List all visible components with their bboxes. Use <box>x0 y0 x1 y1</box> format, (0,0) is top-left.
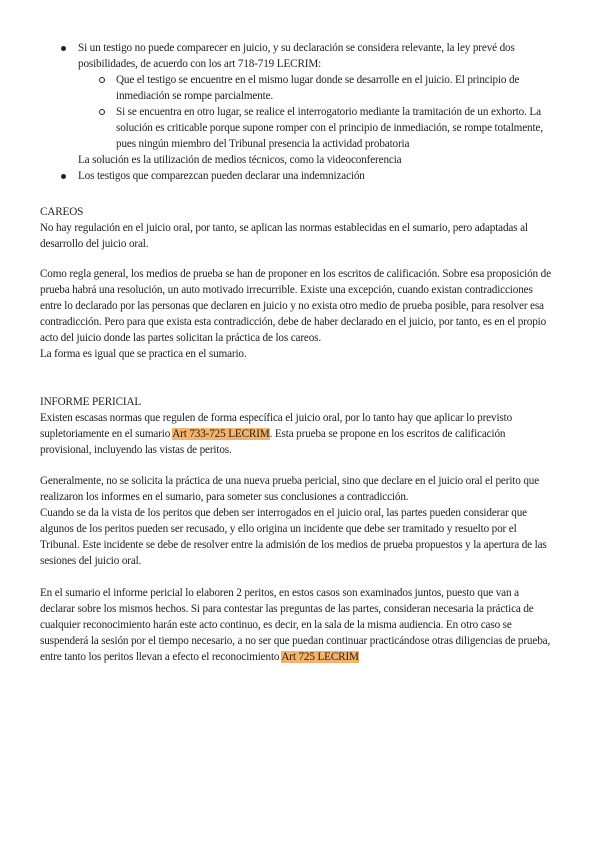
bullet-item <box>40 168 552 184</box>
pericial-heading: INFORME PERICIAL <box>40 396 142 408</box>
bullet-item <box>40 40 552 72</box>
bullet-text: Si un testigo no puede comparecer en juicio, y su declaración se considera relevante, la ley prevé dos posibilidades, de acuerdo con los art 718-719 LECRIM: <box>78 42 515 70</box>
bullet-text: Los testigos que comparezcan pueden declarar una indemnización <box>78 170 365 182</box>
pericial-text: . Esta prueba se propone en los escritos de calificación provisional, incluyendo las vistas de peritos. <box>40 428 506 456</box>
sub-bullet-item <box>40 72 552 104</box>
pericial-section-2 <box>40 473 555 569</box>
careos-section-2 <box>40 266 555 362</box>
pericial-text: En el sumario el informe pericial lo elaboren 2 peritos, en estos casos son examinados juntos, puesto que van a declarar sobre los mismos hechos. Si para contestar las preguntas de las partes, consideran necesaria la práctica de cualquier reconocimiento harán este acto continuo, es decir, en la sala de la misma audiencia. En otro caso se suspenderá la sesión por el tiempo necesario, a no ser que puedan continuar practicándose otras diligencias de prueba, entre tanto los peritos llevan a efecto el reconocimiento <box>40 587 551 663</box>
careos-section <box>40 204 555 252</box>
informe-pericial-section <box>40 394 555 458</box>
pericial-paragraph <box>40 410 555 458</box>
testigos-bullet-list <box>40 40 552 184</box>
sub-bullet-text: Que el testigo se encuentre en el mismo lugar donde se desarrolle en el juicio. El principio de inmediación se rompe parcialmente. <box>116 74 520 102</box>
careos-heading: CAREOS <box>40 206 84 218</box>
pericial-text: Existen escasas normas que regulen de forma específica el juicio oral, por lo tanto hay que aplicar lo previsto supletoriamente en el sumario <box>40 412 513 440</box>
highlighted-citation: Art 733-725 LECRIM <box>172 428 270 440</box>
bullet-continuation: La solución es la utilización de medios técnicos, como la videoconferencia <box>78 154 402 166</box>
bullet-dot-icon <box>61 46 66 51</box>
sub-bullet-text: Si se encuentra en otro lugar, se realice el interrogatorio mediante la tramitación de un exhorto. La solución es criticable porque supone romper con el principio de inmediación, se rompe totalmente, pues ningún miembro del Tribunal presencia la actividad probatoria <box>116 106 543 150</box>
careos-paragraph: No hay regulación en el juicio oral, por tanto, se aplican las normas establecidas en el sumario, pero adaptadas al desarrollo del juicio oral. <box>40 222 528 250</box>
hollow-circle-icon <box>99 109 105 115</box>
sub-bullet-item <box>40 104 552 152</box>
hollow-circle-icon <box>99 77 105 83</box>
careos-paragraph: La forma es igual que se practica en el sumario. <box>40 348 247 360</box>
highlighted-citation: Art 725 LECRIM <box>281 651 359 663</box>
pericial-paragraph <box>40 585 555 665</box>
bullet-dot-icon <box>61 174 66 179</box>
pericial-paragraph: Cuando se da la vista de los peritos que deben ser interrogados en el juicio oral, las partes pueden considerar que algunos de los peritos pueden ser recusado, y ello origina un incidente que debe ser tramitado y resuelto por el Tribunal. Este incidente se debe de resolver entre la admisión de los medios de prueba propuestos y la apertura de las sesiones del juicio oral. <box>40 507 547 567</box>
pericial-section-3 <box>40 585 555 665</box>
pericial-paragraph: Generalmente, no se solicita la práctica de una nueva prueba pericial, sino que declare en el juicio oral el perito que realizaron los informes en el sumario, para someter sus conclusiones a contradicción. <box>40 475 540 503</box>
careos-paragraph: Como regla general, los medios de prueba se han de proponer en los escritos de calificación. Sobre esa proposición de prueba habrá una resolución, un auto motivado irrecurrible. Existe una excepción, cuando existan contradicciones entre lo declarado por las personas que declaren en juicio y no exista otro medio de prueba posible, para resolver esa contradicción. Pero para que exista esta contradicción, debe de haber declarado en el juicio, por tanto, es en el propio acto del juicio donde las partes solicitan la práctica de los careos. <box>40 268 551 344</box>
